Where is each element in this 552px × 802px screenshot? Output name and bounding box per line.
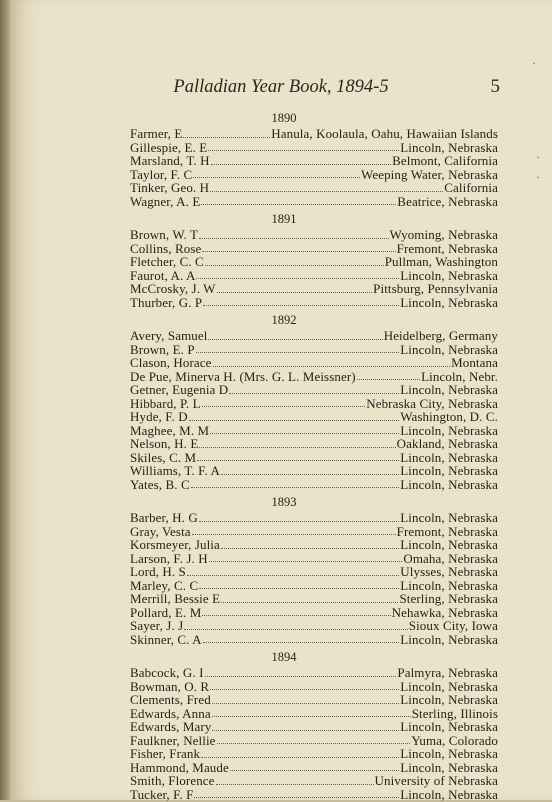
- member-location: California: [444, 180, 498, 195]
- running-header: [10, 70, 552, 100]
- member-location: Omaha, Nebraska: [403, 550, 498, 566]
- member-entry: [130, 228, 498, 242]
- dot-leader: [213, 365, 451, 367]
- member-location: Sterling, Nebraska: [399, 591, 498, 606]
- member-entry: [130, 464, 498, 478]
- member-name: Faurot, A. A: [130, 267, 196, 283]
- member-location: Lincoln, Nebraska: [400, 631, 498, 647]
- dot-leader: [221, 473, 399, 475]
- member-name: Hyde, F. D: [130, 409, 188, 424]
- member-entry: [130, 747, 498, 761]
- dot-leader: [208, 338, 382, 340]
- member-location: Yuma, Colorado: [411, 732, 498, 748]
- member-entry: [130, 720, 498, 734]
- dot-leader: [217, 742, 411, 744]
- class-year-heading: 1890: [271, 111, 297, 125]
- member-name: Taylor, F. C: [130, 166, 193, 182]
- margin-dot: ·: [536, 170, 540, 184]
- member-name: Bowman, O. R: [130, 678, 210, 694]
- member-location: Beatrice, Nebraska: [397, 193, 498, 209]
- member-location: Oakland, Nebraska: [396, 436, 498, 451]
- member-location: Belmont, California: [392, 153, 498, 168]
- member-name: Lord, H. S: [130, 564, 186, 579]
- member-name: Tinker, Geo. H: [130, 180, 210, 195]
- member-location: Lincoln, Nebraska: [400, 746, 498, 761]
- member-entry: [130, 592, 498, 606]
- member-location: Lincoln, Nebraska: [400, 463, 498, 478]
- member-entry: [130, 370, 498, 384]
- dot-leader: [197, 459, 399, 461]
- member-entry: [130, 282, 498, 296]
- member-location: Fremont, Nebraska: [396, 240, 498, 256]
- dot-leader: [196, 351, 400, 353]
- member-location: Sterling, Illinois: [411, 705, 498, 721]
- member-entry: [130, 511, 498, 525]
- member-location: Lincoln, Nebraska: [400, 678, 498, 694]
- member-name: Korsmeyer, Julia: [130, 537, 220, 552]
- member-location: Lincoln, Nebraska: [400, 341, 498, 357]
- member-entry: [130, 269, 498, 283]
- member-location: Fremont, Nebraska: [396, 523, 498, 539]
- member-entry: [130, 329, 498, 343]
- member-entry: [130, 397, 498, 411]
- member-entry: [130, 195, 498, 209]
- member-name: Wagner, A. E: [130, 193, 201, 209]
- dot-leader: [199, 587, 399, 589]
- member-location: University of Nebraska: [374, 773, 498, 788]
- dot-leader: [199, 237, 388, 239]
- member-location: Lincoln, Nebraska: [400, 476, 498, 492]
- dot-leader: [202, 614, 390, 616]
- member-entry: [130, 127, 498, 141]
- member-entry: [130, 579, 498, 593]
- dot-leader: [230, 769, 399, 771]
- member-location: Weeping Water, Nebraska: [361, 166, 498, 182]
- dot-leader: [229, 392, 399, 394]
- class-year-heading: 1891: [271, 212, 297, 226]
- member-entry: [130, 693, 498, 707]
- member-entry: [130, 451, 498, 465]
- member-name: Pollard, E. M: [130, 604, 202, 620]
- dot-leader: [191, 486, 400, 488]
- member-name: Skiles, C. M: [130, 449, 197, 465]
- member-entry: [130, 141, 498, 155]
- member-location: Hanula, Koolaula, Oahu, Hawaiian Islands: [271, 126, 498, 141]
- member-location: Lincoln, Nebr.: [421, 368, 498, 384]
- member-name: Smith, Florence: [130, 773, 215, 788]
- class-year-heading: 1893: [271, 495, 297, 509]
- dot-leader: [184, 628, 407, 630]
- member-name: Hibbard, P. L: [130, 395, 201, 411]
- member-name: Babcock, G. I: [130, 665, 204, 680]
- class-year-heading: 1894: [271, 650, 297, 664]
- dot-leader: [221, 601, 398, 603]
- member-location: Lincoln, Nebraska: [400, 719, 498, 734]
- member-entry: [130, 761, 498, 775]
- member-location: Lincoln, Nebraska: [400, 786, 498, 802]
- member-location: Lincoln, Nebraska: [400, 294, 498, 310]
- member-name: Collins, Rose: [130, 240, 202, 256]
- margin-dot: ·: [532, 56, 536, 70]
- member-name: Skinner, C. A: [130, 631, 202, 647]
- member-location: Ulysses, Nebraska: [400, 564, 498, 579]
- dot-leader: [202, 405, 366, 407]
- member-name: Merrill, Bessie E: [130, 591, 221, 606]
- member-location: Wyoming, Nebraska: [389, 227, 498, 242]
- member-location: Pittsburg, Pennsylvania: [373, 281, 498, 296]
- dot-leader: [199, 446, 395, 448]
- member-location: Lincoln, Nebraska: [400, 449, 498, 465]
- member-name: Gray, Vesta: [130, 523, 191, 539]
- member-name: Hammond, Maude: [130, 759, 229, 775]
- dot-leader: [183, 136, 270, 138]
- member-name: Brown, W. T: [130, 227, 199, 242]
- dot-leader: [205, 675, 397, 677]
- member-location: Nebraska City, Nebraska: [366, 395, 498, 411]
- member-location: Washington, D. C.: [400, 409, 498, 424]
- page-number: 5: [490, 76, 500, 97]
- member-location: Heidelberg, Germany: [383, 328, 498, 343]
- dot-leader: [221, 547, 399, 549]
- member-entry: [130, 734, 498, 748]
- member-entry: [130, 437, 498, 451]
- member-entry: [130, 619, 498, 633]
- member-name: Edwards, Mary: [130, 719, 212, 734]
- margin-dot: ·: [536, 150, 540, 164]
- member-name: De Pue, Minerva H. (Mrs. G. L. Meissner): [130, 368, 356, 384]
- dot-leader: [201, 203, 396, 205]
- member-name: Farmer, E: [130, 126, 183, 141]
- dot-leader: [203, 641, 400, 643]
- member-name: Sayer, J. J: [130, 618, 184, 633]
- member-name: Clements, Fred: [130, 692, 211, 707]
- dot-leader: [196, 277, 399, 279]
- dot-leader: [212, 715, 411, 717]
- dot-leader: [210, 432, 399, 434]
- member-location: Sioux City, Iowa: [408, 618, 498, 633]
- member-entry: [130, 478, 498, 492]
- member-entry: [130, 788, 498, 802]
- dot-leader: [201, 756, 399, 758]
- member-entry: [130, 565, 498, 579]
- member-name: Faulkner, Nellie: [130, 732, 216, 748]
- member-name: Maghee, M. M: [130, 422, 210, 438]
- member-entry: [130, 525, 498, 539]
- member-location: Lincoln, Nebraska: [400, 422, 498, 438]
- member-location: Lincoln, Nebraska: [400, 759, 498, 775]
- member-entry: [130, 383, 498, 397]
- member-entry: [130, 242, 498, 256]
- dot-leader: [210, 688, 399, 690]
- member-name: Barber, H. G: [130, 510, 198, 525]
- member-name: Yates, B. C: [130, 476, 190, 492]
- member-location: Lincoln, Nebraska: [400, 267, 498, 283]
- dot-leader: [212, 729, 399, 731]
- binding-gutter: [0, 0, 10, 800]
- dot-leader: [199, 520, 399, 522]
- member-name: McCrosky, J. W: [130, 281, 216, 296]
- dot-leader: [217, 291, 373, 293]
- member-entry: [130, 255, 498, 269]
- member-location: Palmyra, Nebraska: [397, 665, 498, 680]
- dot-leader: [357, 378, 420, 380]
- dot-leader: [211, 163, 391, 165]
- member-name: Getner, Eugenia D: [130, 382, 229, 397]
- dot-leader: [189, 419, 399, 421]
- member-entry: [130, 707, 498, 721]
- member-name: Tucker, F. F: [130, 786, 194, 802]
- member-location: Lincoln, Nebraska: [400, 537, 498, 552]
- member-location: Lincoln, Nebraska: [400, 510, 498, 525]
- dot-leader: [203, 304, 399, 306]
- member-entry: [130, 666, 498, 680]
- member-location: Montana: [451, 355, 498, 370]
- member-name: Marley, C. C: [130, 577, 199, 593]
- member-name: Clason, Horace: [130, 355, 212, 370]
- member-entry: [130, 296, 498, 310]
- dot-leader: [202, 250, 395, 252]
- member-location: Pullman, Washington: [384, 254, 498, 269]
- alumni-list: [10, 107, 552, 801]
- member-name: Larson, F. J. H: [130, 550, 208, 566]
- member-entry: [130, 154, 498, 168]
- dot-leader: [205, 264, 384, 266]
- dot-leader: [192, 533, 396, 535]
- member-entry: [130, 552, 498, 566]
- member-entry: [130, 680, 498, 694]
- member-location: Lincoln, Nebraska: [400, 139, 498, 155]
- dot-leader: [212, 702, 399, 704]
- dot-leader: [187, 574, 399, 576]
- member-name: Edwards, Anna: [130, 705, 211, 721]
- member-location: Lincoln, Nebraska: [400, 692, 498, 707]
- member-name: Nelson, H. E: [130, 436, 199, 451]
- member-name: Gillespie, E. E: [130, 139, 208, 155]
- member-entry: [130, 410, 498, 424]
- member-entry: [130, 181, 498, 195]
- member-entry: [130, 343, 498, 357]
- dot-leader: [194, 796, 399, 798]
- member-entry: [130, 606, 498, 620]
- dot-leader: [208, 149, 399, 151]
- member-name: Marsland, T. H: [130, 153, 210, 168]
- dot-leader: [216, 783, 374, 785]
- member-location: Lincoln, Nebraska: [400, 577, 498, 593]
- member-location: Lincoln, Nebraska: [400, 382, 498, 397]
- member-location: Nehawka, Nebraska: [391, 604, 498, 620]
- dot-leader: [193, 176, 360, 178]
- member-entry: [130, 168, 498, 182]
- member-name: Thurber, G. P: [130, 294, 203, 310]
- dot-leader: [209, 560, 403, 562]
- member-entry: [130, 633, 498, 647]
- running-title: Palladian Year Book, 1894-5: [173, 77, 389, 97]
- member-entry: [130, 424, 498, 438]
- page: [10, 0, 552, 800]
- member-name: Brown, E. P: [130, 341, 195, 357]
- member-name: Avery, Samuel: [130, 328, 208, 343]
- member-entry: [130, 356, 498, 370]
- member-name: Williams, T. F. A: [130, 463, 220, 478]
- dot-leader: [210, 190, 443, 192]
- class-year-heading: 1892: [271, 313, 297, 327]
- member-entry: [130, 774, 498, 788]
- member-name: Fisher, Frank: [130, 746, 201, 761]
- member-name: Fletcher, C. C: [130, 254, 204, 269]
- member-entry: [130, 538, 498, 552]
